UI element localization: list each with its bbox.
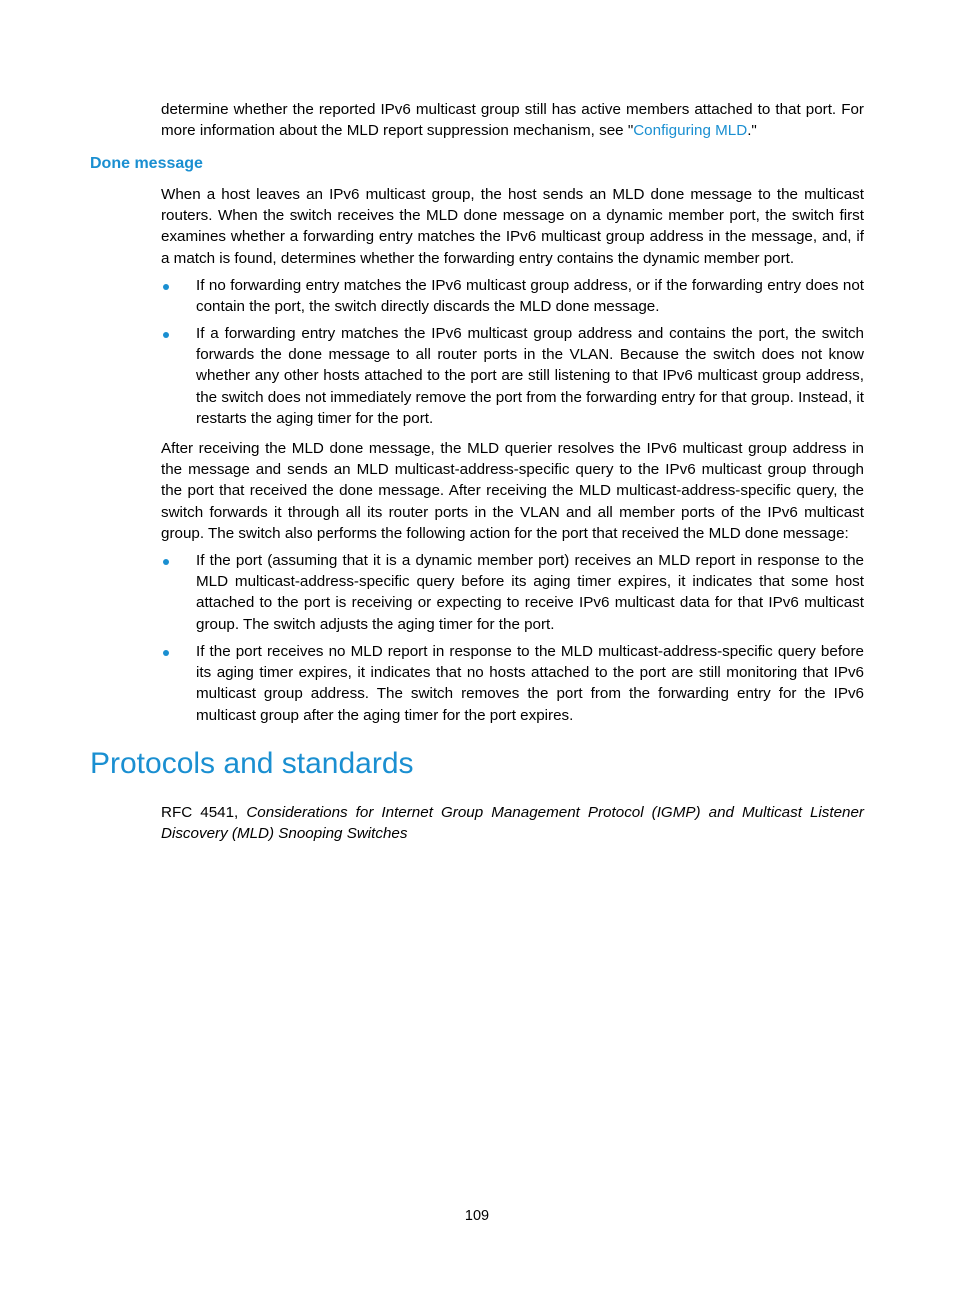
done-bullet-2: If a forwarding entry matches the IPv6 multicast group address and contains the port, the switch forwards the done message to all router ports in the VLAN. Because the switch does not know whether any other hosts attached to the port are still listening to that IPv6 multicast group address, the switch does not immediately remove the port from the forwarding entry for that group. Instead, it restarts the aging timer for the port. [196,325,864,427]
bullet-dot-icon [163,332,169,338]
intro-paragraph [161,99,864,141]
rfc-number: RFC 4541, [161,804,247,821]
done-message-heading: Done message [90,155,203,172]
bullet-dot-icon [163,650,169,656]
intro-text-end: ." [747,122,757,140]
bullet-dot-icon [163,559,169,565]
done-bullet-1: If no forwarding entry matches the IPv6 multicast group address, or if the forwarding entry does not contain the port, the switch directly discards the MLD done message. [196,277,864,316]
done-intro-paragraph: When a host leaves an IPv6 multicast group, the host sends an MLD done message to the multicast routers. When the switch receives the MLD done message on a dynamic member port, the switch first examines whether a forwarding entry matches the IPv6 multicast group address in the message, and, if a match is found, determines whether the forwarding entry contains the dynamic member port. [161,186,864,267]
querier-paragraph: After receiving the MLD done message, the MLD querier resolves the IPv6 multicast group address in the message and sends an MLD multicast-address-specific query to the IPv6 multicast group through the port that received the done message. After receiving the MLD multicast-address-specific query, the switch forwards it through all its router ports in the VLAN and all member ports of the IPv6 multicast group. The switch also performs the following action for the port that received the MLD done message: [161,440,864,542]
rfc-title: Considerations for Internet Group Management Protocol (IGMP) and Multicast Listener Discovery (MLD) Snooping Switches [161,804,864,843]
querier-bullet-2: If the port receives no MLD report in response to the MLD multicast-address-specific query before its aging timer expires, it indicates that no hosts attached to the port are still monitoring that IPv6 multicast group address. The switch removes the port from the forwarding entry for the IPv6 multicast group after the aging timer for the port expires. [196,643,864,724]
rfc-reference [161,802,864,844]
querier-bullet-1: If the port (assuming that it is a dynamic member port) receives an MLD report in response to the MLD multicast-address-specific query before its aging timer expires, it indicates that some host attached to the port is receiving or expecting to receive IPv6 multicast data for that IPv6 multicast group. The switch adjusts the aging timer for the port. [196,552,864,633]
protocols-heading: Protocols and standards [90,747,414,780]
intro-text: determine whether the reported IPv6 multicast group still has active members attached to that port. For more information about the MLD report suppression mechanism, see " [161,101,864,140]
bullet-dot-icon [163,284,169,290]
page-number: 109 [464,1208,490,1224]
configuring-mld-link[interactable]: Configuring MLD [633,122,748,140]
